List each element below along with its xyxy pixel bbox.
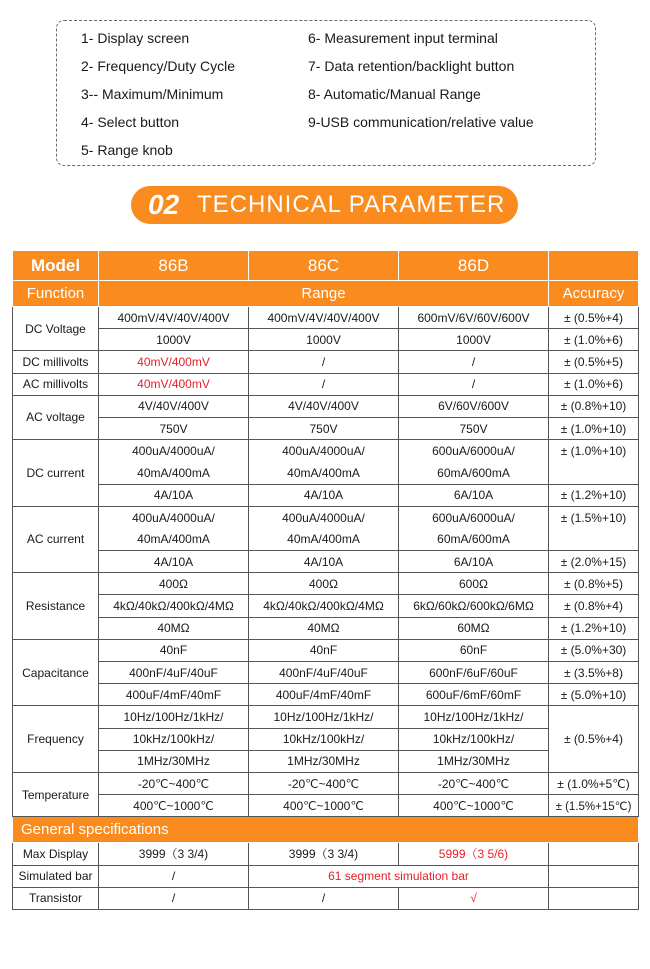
accuracy-cell: ± (0.8%+10) bbox=[549, 395, 639, 417]
legend-box bbox=[56, 20, 596, 166]
table-row bbox=[13, 307, 639, 329]
spec-name: Max Display bbox=[13, 843, 99, 865]
range-cell: 1MHz/30MHz bbox=[99, 750, 249, 772]
table-row bbox=[13, 329, 639, 351]
table-row bbox=[13, 373, 639, 395]
spec-value: / bbox=[99, 887, 249, 909]
legend-item: 8- Automatic/Manual Range bbox=[308, 86, 481, 102]
table-row bbox=[13, 484, 639, 506]
accuracy-cell: ± (1.0%+10) bbox=[549, 440, 639, 484]
range-cell: 60mA/600mA bbox=[399, 462, 549, 484]
range-cell: / bbox=[249, 351, 399, 373]
accuracy-cell: ± (1.0%+6) bbox=[549, 329, 639, 351]
range-cell: 60nF bbox=[399, 639, 549, 661]
spec-value: 5999（3 5/6) bbox=[399, 843, 549, 865]
table-header-row bbox=[13, 251, 639, 281]
accuracy-label: Accuracy bbox=[549, 281, 639, 307]
spec-name: Transistor bbox=[13, 887, 99, 909]
table-row bbox=[13, 573, 639, 595]
legend-item: 6- Measurement input terminal bbox=[308, 30, 498, 46]
legend-item: 9-USB communication/relative value bbox=[308, 114, 534, 130]
range-cell: -20℃~400℃ bbox=[249, 772, 399, 794]
table-row bbox=[13, 865, 639, 887]
accuracy-cell: ± (1.2%+10) bbox=[549, 617, 639, 639]
range-cell: 40mA/400mA bbox=[249, 462, 399, 484]
table-row bbox=[13, 750, 639, 772]
spec-empty bbox=[549, 887, 639, 909]
table-row bbox=[13, 706, 639, 728]
range-cell: 400uF/4mF/40mF bbox=[99, 684, 249, 706]
range-cell: 40mA/400mA bbox=[249, 528, 399, 550]
range-cell: 400mV/4V/40V/400V bbox=[249, 307, 399, 329]
model-name: 86D bbox=[399, 251, 549, 281]
range-cell: 750V bbox=[399, 417, 549, 439]
section-title: TECHNICAL PARAMETER bbox=[197, 191, 506, 218]
range-cell: 600Ω bbox=[399, 573, 549, 595]
function-name: Resistance bbox=[13, 573, 99, 640]
accuracy-cell: ± (0.8%+5) bbox=[549, 573, 639, 595]
model-name: 86B bbox=[99, 251, 249, 281]
function-name: DC current bbox=[13, 440, 99, 507]
function-name: Capacitance bbox=[13, 639, 99, 706]
section-header bbox=[131, 186, 518, 224]
range-cell: 600uA/6000uA/ bbox=[399, 506, 549, 528]
function-name: DC Voltage bbox=[13, 307, 99, 351]
function-name: DC millivolts bbox=[13, 351, 99, 373]
range-cell: 400uA/4000uA/ bbox=[99, 506, 249, 528]
range-cell: 10Hz/100Hz/1kHz/ bbox=[249, 706, 399, 728]
range-cell: 600mV/6V/60V/600V bbox=[399, 307, 549, 329]
range-cell: 4A/10A bbox=[99, 551, 249, 573]
function-name: AC voltage bbox=[13, 395, 99, 439]
range-cell: 4kΩ/40kΩ/400kΩ/4MΩ bbox=[249, 595, 399, 617]
range-cell: 4A/10A bbox=[249, 551, 399, 573]
header-empty bbox=[549, 251, 639, 281]
table-row bbox=[13, 662, 639, 684]
spec-value: 61 segment simulation bar bbox=[249, 865, 549, 887]
legend-item: 1- Display screen bbox=[81, 30, 190, 46]
range-cell: 400Ω bbox=[249, 573, 399, 595]
range-cell: 40mV/400mV bbox=[99, 351, 249, 373]
range-cell: 4A/10A bbox=[99, 484, 249, 506]
range-cell: 1000V bbox=[99, 329, 249, 351]
table-row bbox=[13, 395, 639, 417]
range-cell: 1MHz/30MHz bbox=[399, 750, 549, 772]
range-cell: 10kHz/100kHz/ bbox=[99, 728, 249, 750]
spec-value: / bbox=[99, 865, 249, 887]
range-cell: 40mA/400mA bbox=[99, 462, 249, 484]
range-cell: 400uA/4000uA/ bbox=[249, 506, 399, 528]
table-subheader-row bbox=[13, 281, 639, 307]
accuracy-cell: ± (5.0%+30) bbox=[549, 639, 639, 661]
table-row bbox=[13, 417, 639, 439]
legend-item: 3-- Maximum/Minimum bbox=[81, 86, 224, 102]
table-row bbox=[13, 462, 639, 484]
range-label: Range bbox=[99, 281, 549, 307]
accuracy-cell: ± (0.5%+4) bbox=[549, 706, 639, 773]
range-cell: / bbox=[399, 373, 549, 395]
function-name: Temperature bbox=[13, 772, 99, 816]
spec-empty bbox=[549, 865, 639, 887]
range-cell: 40mV/400mV bbox=[99, 373, 249, 395]
range-cell: 600nF/6uF/60uF bbox=[399, 662, 549, 684]
accuracy-cell: ± (0.5%+5) bbox=[549, 351, 639, 373]
range-cell: 6V/60V/600V bbox=[399, 395, 549, 417]
table-row bbox=[13, 551, 639, 573]
range-cell: -20℃~400℃ bbox=[99, 772, 249, 794]
table-row bbox=[13, 351, 639, 373]
table-row bbox=[13, 528, 639, 550]
table-row bbox=[13, 639, 639, 661]
range-cell: 600uF/6mF/60mF bbox=[399, 684, 549, 706]
accuracy-cell: ± (1.5%+10) bbox=[549, 506, 639, 550]
range-cell: 1MHz/30MHz bbox=[249, 750, 399, 772]
spec-value: / bbox=[249, 887, 399, 909]
range-cell: 40nF bbox=[249, 639, 399, 661]
range-cell: 1000V bbox=[399, 329, 549, 351]
range-cell: 40MΩ bbox=[249, 617, 399, 639]
range-cell: 10kHz/100kHz/ bbox=[399, 728, 549, 750]
range-cell: 600uA/6000uA/ bbox=[399, 440, 549, 462]
table-row bbox=[13, 887, 639, 909]
accuracy-cell: ± (3.5%+8) bbox=[549, 662, 639, 684]
range-cell: -20℃~400℃ bbox=[399, 772, 549, 794]
table-row bbox=[13, 506, 639, 528]
range-cell: 400nF/4uF/40uF bbox=[99, 662, 249, 684]
accuracy-cell: ± (1.0%+5℃) bbox=[549, 772, 639, 794]
spec-value: 3999（3 3/4) bbox=[249, 843, 399, 865]
table-row bbox=[13, 617, 639, 639]
range-cell: 10Hz/100Hz/1kHz/ bbox=[99, 706, 249, 728]
spec-value: 3999（3 3/4) bbox=[99, 843, 249, 865]
range-cell: 400Ω bbox=[99, 573, 249, 595]
range-cell: 10Hz/100Hz/1kHz/ bbox=[399, 706, 549, 728]
table-row bbox=[13, 728, 639, 750]
legend-item: 7- Data retention/backlight button bbox=[308, 58, 515, 74]
spec-value: √ bbox=[399, 887, 549, 909]
function-name: AC millivolts bbox=[13, 373, 99, 395]
range-cell: 750V bbox=[99, 417, 249, 439]
legend-item: 5- Range knob bbox=[81, 142, 173, 158]
range-cell: 400uA/4000uA/ bbox=[249, 440, 399, 462]
range-cell: 400℃~1000℃ bbox=[249, 795, 399, 817]
accuracy-cell: ± (0.8%+4) bbox=[549, 595, 639, 617]
function-label: Function bbox=[13, 281, 99, 307]
range-cell: / bbox=[399, 351, 549, 373]
function-name: AC current bbox=[13, 506, 99, 573]
accuracy-cell: ± (5.0%+10) bbox=[549, 684, 639, 706]
table-row bbox=[13, 772, 639, 794]
accuracy-cell: ± (1.0%+6) bbox=[549, 373, 639, 395]
table-row bbox=[13, 684, 639, 706]
range-cell: 400uA/4000uA/ bbox=[99, 440, 249, 462]
range-cell: 400nF/4uF/40uF bbox=[249, 662, 399, 684]
range-cell: 1000V bbox=[249, 329, 399, 351]
legend-item: 2- Frequency/Duty Cycle bbox=[81, 58, 236, 74]
range-cell: 4V/40V/400V bbox=[249, 395, 399, 417]
table-row bbox=[13, 795, 639, 817]
range-cell: 4kΩ/40kΩ/400kΩ/4MΩ bbox=[99, 595, 249, 617]
accuracy-cell: ± (0.5%+4) bbox=[549, 307, 639, 329]
accuracy-cell: ± (1.0%+10) bbox=[549, 417, 639, 439]
legend-item: 4- Select button bbox=[81, 114, 180, 130]
range-cell: 60mA/600mA bbox=[399, 528, 549, 550]
section-number: 02 bbox=[148, 189, 180, 220]
range-cell: 60MΩ bbox=[399, 617, 549, 639]
accuracy-cell: ± (2.0%+15) bbox=[549, 551, 639, 573]
table-row bbox=[13, 843, 639, 865]
range-cell: 400uF/4mF/40mF bbox=[249, 684, 399, 706]
function-name: Frequency bbox=[13, 706, 99, 773]
range-cell: 400℃~1000℃ bbox=[99, 795, 249, 817]
accuracy-cell: ± (1.2%+10) bbox=[549, 484, 639, 506]
spec-empty bbox=[549, 843, 639, 865]
range-cell: 40nF bbox=[99, 639, 249, 661]
range-cell: 6A/10A bbox=[399, 551, 549, 573]
model-label: Model bbox=[13, 251, 99, 281]
range-cell: 750V bbox=[249, 417, 399, 439]
general-spec-label: General specifications bbox=[13, 817, 639, 843]
range-cell: 40MΩ bbox=[99, 617, 249, 639]
range-cell: 10kHz/100kHz/ bbox=[249, 728, 399, 750]
accuracy-cell: ± (1.5%+15℃) bbox=[549, 795, 639, 817]
range-cell: 4A/10A bbox=[249, 484, 399, 506]
table-row bbox=[13, 595, 639, 617]
table-row bbox=[13, 440, 639, 462]
range-cell: 6A/10A bbox=[399, 484, 549, 506]
spec-name: Simulated bar bbox=[13, 865, 99, 887]
spec-table bbox=[12, 250, 639, 910]
general-spec-header bbox=[13, 817, 639, 843]
range-cell: 6kΩ/60kΩ/600kΩ/6MΩ bbox=[399, 595, 549, 617]
range-cell: 400℃~1000℃ bbox=[399, 795, 549, 817]
range-cell: / bbox=[249, 373, 399, 395]
range-cell: 400mV/4V/40V/400V bbox=[99, 307, 249, 329]
range-cell: 4V/40V/400V bbox=[99, 395, 249, 417]
model-name: 86C bbox=[249, 251, 399, 281]
range-cell: 40mA/400mA bbox=[99, 528, 249, 550]
